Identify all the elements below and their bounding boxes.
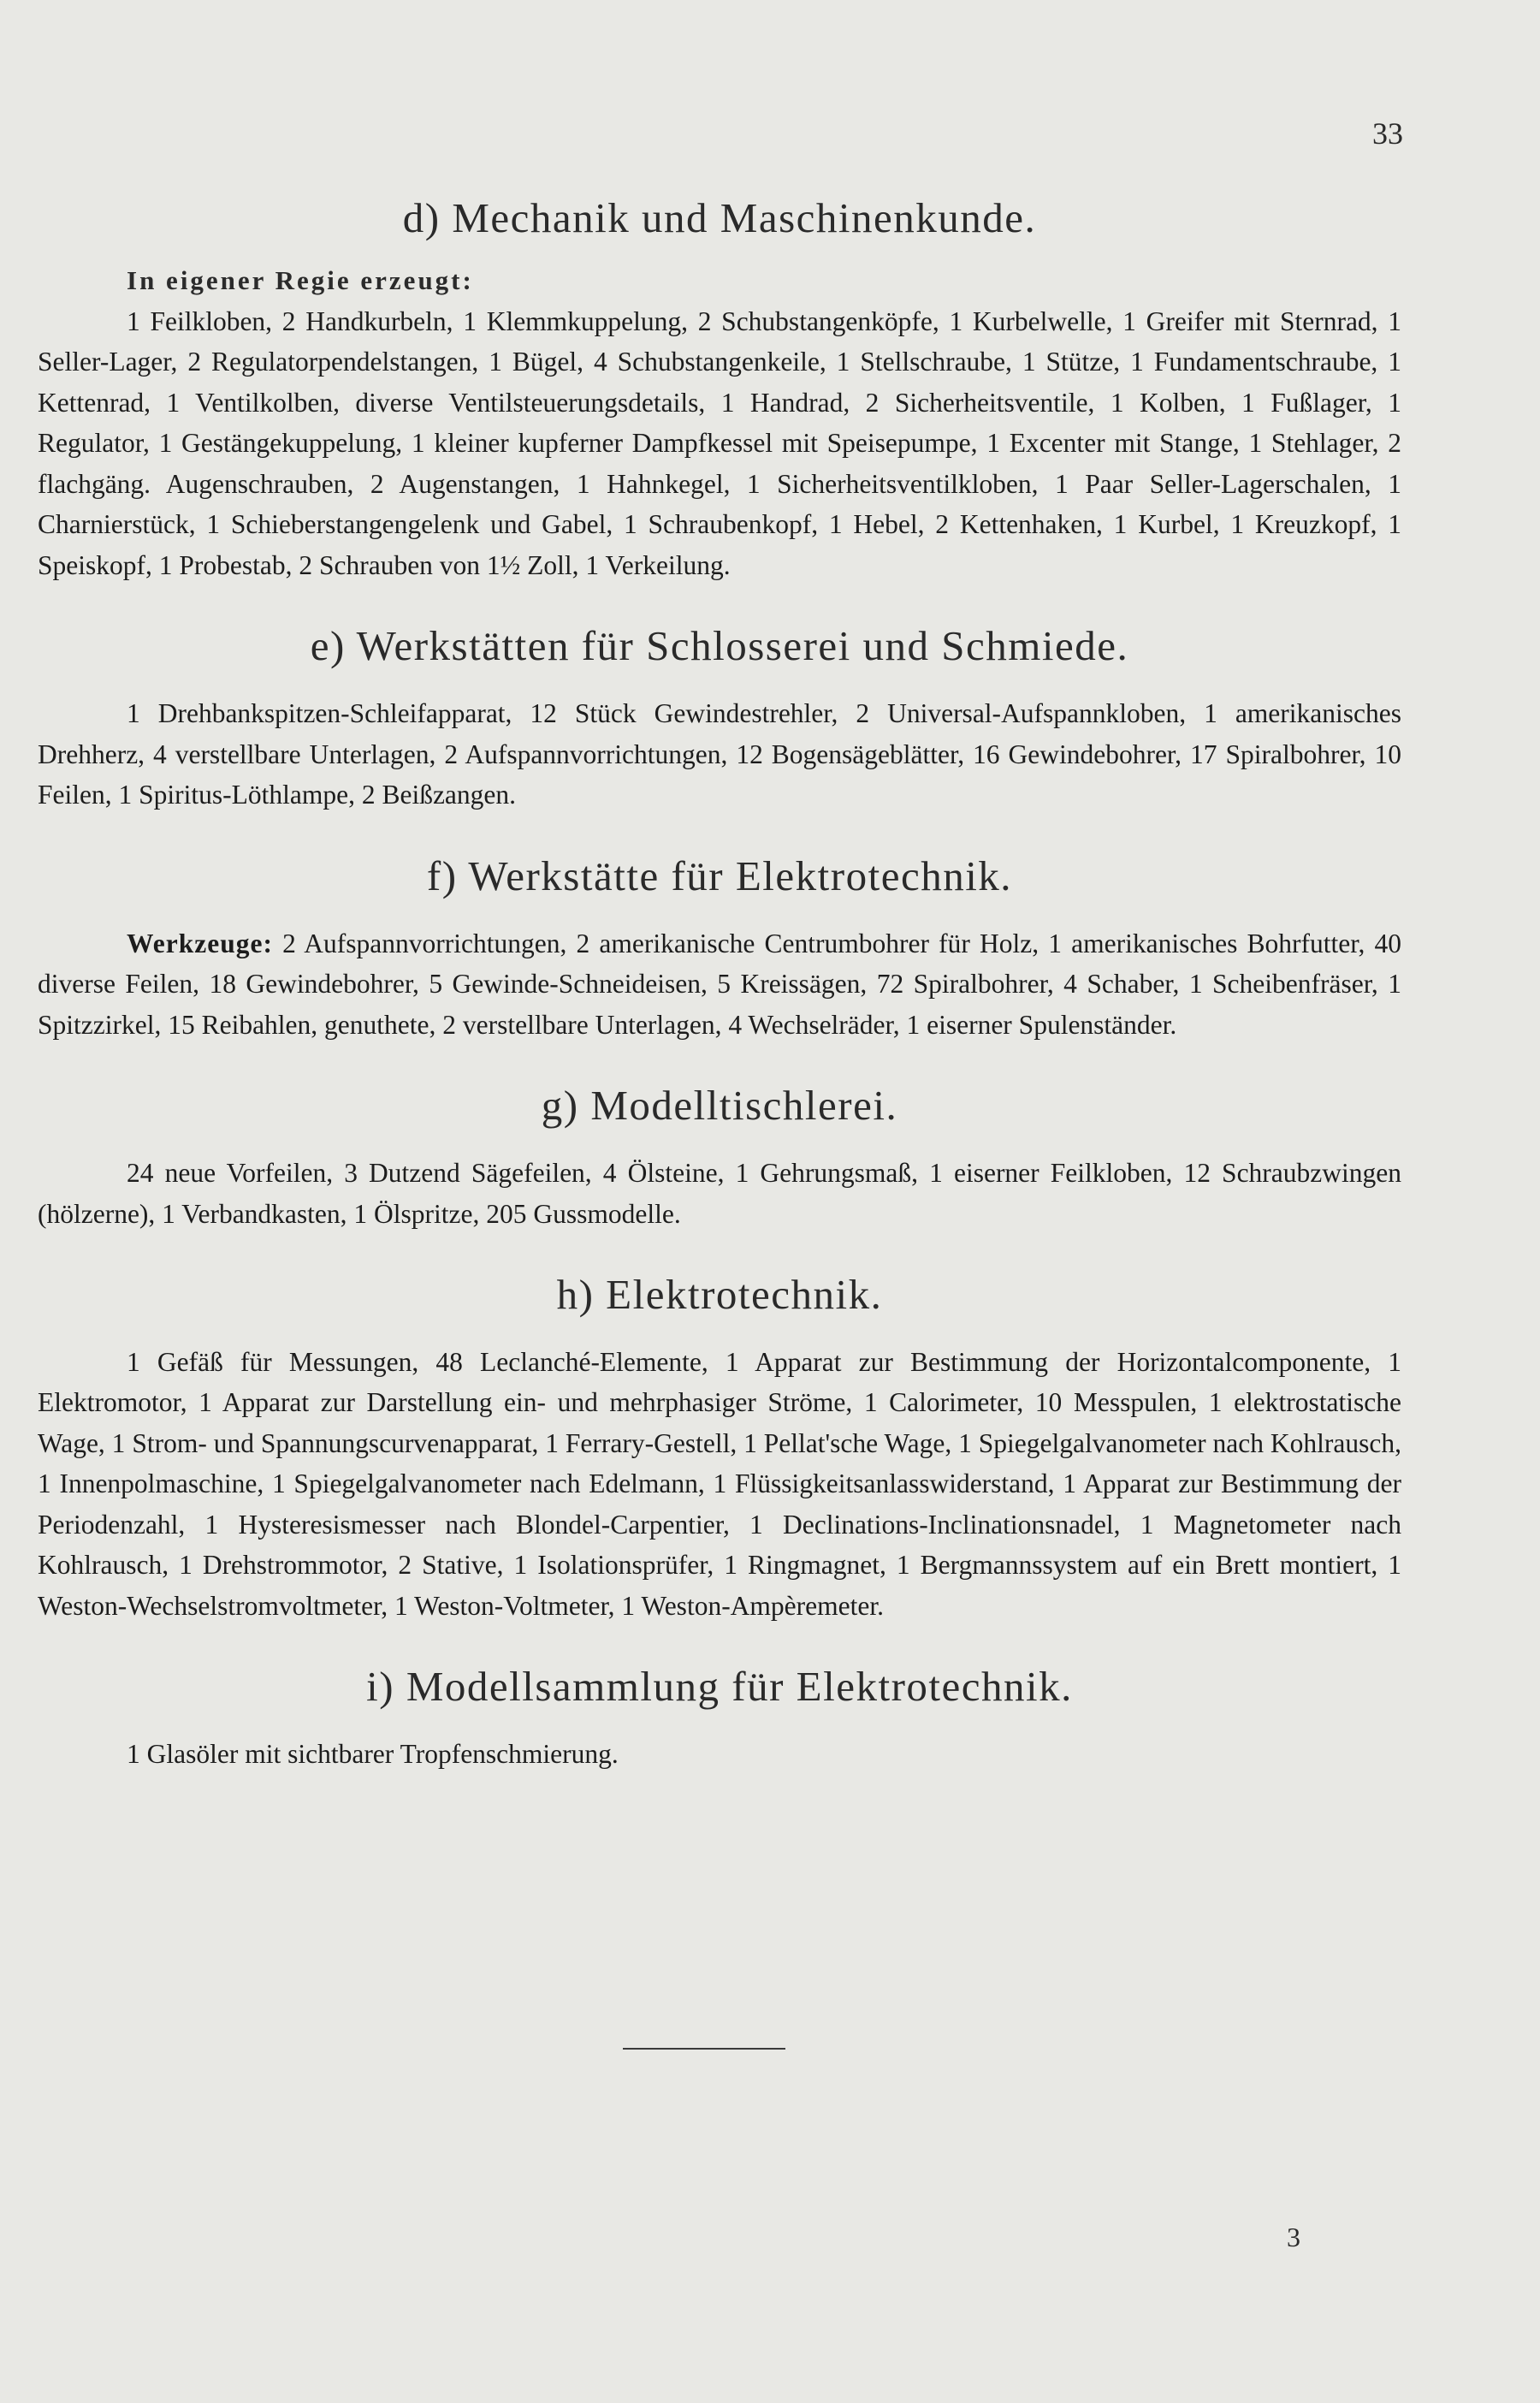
page-number: 33: [1372, 116, 1403, 151]
section-modelltischlerei: [38, 1083, 1401, 1234]
section-label: Werkzeuge:: [127, 928, 273, 958]
section-heading: f) Werkstätte für Elektrotechnik.: [426, 851, 1013, 899]
section-heading: i) Modellsammlung für Elektrotechnik.: [366, 1663, 1073, 1711]
section-text: 1 Gefäß für Messungen, 48 Leclanché-Elemente, 1 Apparat zur Bestimmung der Horizontalcomponente, 1 Elektromotor, 1 Apparat zur Darstellung ein- und mehrphasiger Ströme, 1 Calorimeter, 10 Messpulen, 1 elektrostatische Wage, 1 Strom- und Spannungscurvenapparat, 1 Ferrary-Gestell, 1 Pellat'sche Wage, 1 Spiegelgalvanometer nach Kohlrausch, 1 Innenpolmaschine, 1 Spiegelgalvanometer nach Edelmann, 1 Flüssigkeitsanlasswiderstand, 1 Apparat zur Bestimmung der Periodenzahl, 1 Hysteresismesser nach Blondel-Carpentier, 1 Declinations-Inclinationsnadel, 1 Magnetometer nach Kohlrausch, 1 Drehstrommotor, 2 Stative, 1 Isolationsprüfer, 1 Ringmagnet, 1 Bergmannssystem auf ein Brett montiert, 1 Weston-Wechselstromvoltmeter, 1 Weston-Voltmeter, 1 Weston-Ampèremeter.: [38, 1346, 1401, 1621]
section-heading: h) Elektrotechnik.: [556, 1271, 883, 1319]
section-text: 1 Drehbankspitzen-Schleifapparat, 12 Stück Gewindestrehler, 2 Universal-Aufspannkloben, 1 amerikanisches Drehherz, 4 verstellbare Unterlagen, 2 Aufspannvorrichtungen, 12 Bogensägeblätter, 16 Gewindebohrer, 17 Spiralbohrer, 10 Feilen, 1 Spiritus-Löthlampe, 2 Beißzangen.: [38, 698, 1401, 810]
section-werkstaette-elektrotechnik: [38, 853, 1401, 1045]
section-subheading: In eigener Regie erzeugt:: [127, 264, 474, 295]
signature-mark: 3: [1287, 2222, 1300, 2252]
section-mechanik: [38, 195, 1401, 585]
section-heading: e) Werkstätten für Schlosserei und Schmiede.: [310, 622, 1129, 670]
section-text: 1 Glasöler mit sichtbarer Tropfenschmierung.: [127, 1739, 619, 1770]
section-text: 24 neue Vorfeilen, 3 Dutzend Sägefeilen, 4 Ölsteine, 1 Gehrungsmaß, 1 eiserner Feilkloben, 12 Schraubzwingen (hölzerne), 1 Verbandkasten, 1 Ölspritze, 205 Gussmodelle.: [38, 1158, 1401, 1229]
section-modellsammlung: [38, 1664, 1401, 1774]
page-content: [38, 195, 1401, 1813]
section-heading: g) Modelltischlerei.: [541, 1082, 898, 1130]
section-schlosserei: [38, 623, 1401, 815]
closing-rule: [623, 2048, 785, 2050]
section-heading: d) Mechanik und Maschinenkunde.: [402, 194, 1037, 241]
section-text: 2 Aufspannvorrichtungen, 2 amerikanische Centrumbohrer für Holz, 1 amerikanisches Bohrfutter, 40 diverse Feilen, 18 Gewindebohrer, 5 Gewinde-Schneideisen, 5 Kreissägen, 72 Spiralbohrer, 4 Schaber, 1 Scheibenfräser, 1 Spitzzirkel, 15 Reibahlen, genuthete, 2 verstellbare Unterlagen, 4 Wechselräder, 1 eiserner Spulenständer.: [38, 928, 1402, 1040]
section-text: 1 Feilkloben, 2 Handkurbeln, 1 Klemmkuppelung, 2 Schubstangenköpfe, 1 Kurbelwelle, 1 Greifer mit Sternrad, 1 Seller-Lager, 2 Regulatorpendelstangen, 1 Bügel, 4 Schubstangenkeile, 1 Stellschraube, 1 Stütze, 1 Fundamentschraube, 1 Kettenrad, 1 Ventilkolben, diverse Ventilsteuerungsdetails, 1 Handrad, 2 Sicherheitsventile, 1 Kolben, 1 Fußlager, 1 Regulator, 1 Gestängekuppelung, 1 kleiner kupferner Dampfkessel mit Speisepumpe, 1 Excenter mit Stange, 1 Stehlager, 2 flachgäng. Augenschrauben, 2 Augenstangen, 1 Hahnkegel, 1 Sicherheitsventilkloben, 1 Paar Seller-Lagerschalen, 1 Charnierstück, 1 Schieberstangengelenk und Gabel, 1 Schraubenkopf, 1 Hebel, 2 Kettenhaken, 1 Kurbel, 1 Kreuzkopf, 1 Speiskopf, 1 Probestab, 2 Schrauben von 1½ Zoll, 1 Verkeilung.: [38, 306, 1401, 580]
section-paragraph: [38, 923, 1401, 1046]
section-elektrotechnik: [38, 1272, 1401, 1626]
